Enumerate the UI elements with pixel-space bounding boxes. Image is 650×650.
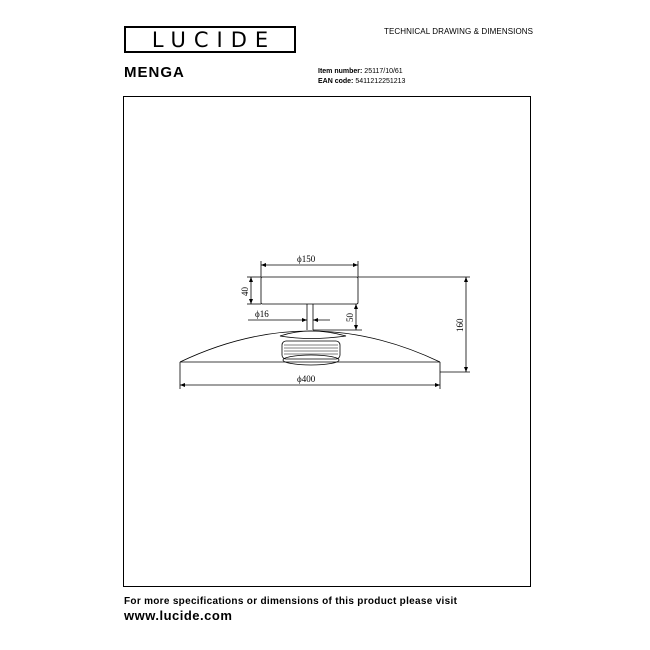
dim-total-height: 160 <box>455 318 465 332</box>
website-link[interactable]: www.lucide.com <box>124 608 233 623</box>
logo-text: LUCIDE <box>151 28 277 52</box>
item-number-label: Item number: <box>318 68 363 75</box>
shade-dome-outline <box>180 331 440 362</box>
lamp-holder-ribs <box>284 345 338 354</box>
dim-stem-diameter: ϕ16 <box>255 309 269 319</box>
dim-base-diameter: ϕ150 <box>297 254 316 264</box>
dim-stem-length: 50 <box>345 313 355 322</box>
dim-base-height: 40 <box>240 287 250 296</box>
bulb-outline <box>283 355 339 365</box>
product-name: MENGA <box>124 64 185 81</box>
ean-code-value: 5411212251213 <box>355 78 406 85</box>
ean-code-label: EAN code: <box>318 78 354 85</box>
dim-shade-diameter: ϕ400 <box>297 374 316 384</box>
item-number-value: 25117/10/61 <box>364 68 403 75</box>
ceiling-base-outline <box>261 277 358 304</box>
footer-info-text: For more specifications or dimensions of this product please visit <box>124 596 458 607</box>
document-type-label: TECHNICAL DRAWING & DIMENSIONS <box>384 27 534 36</box>
